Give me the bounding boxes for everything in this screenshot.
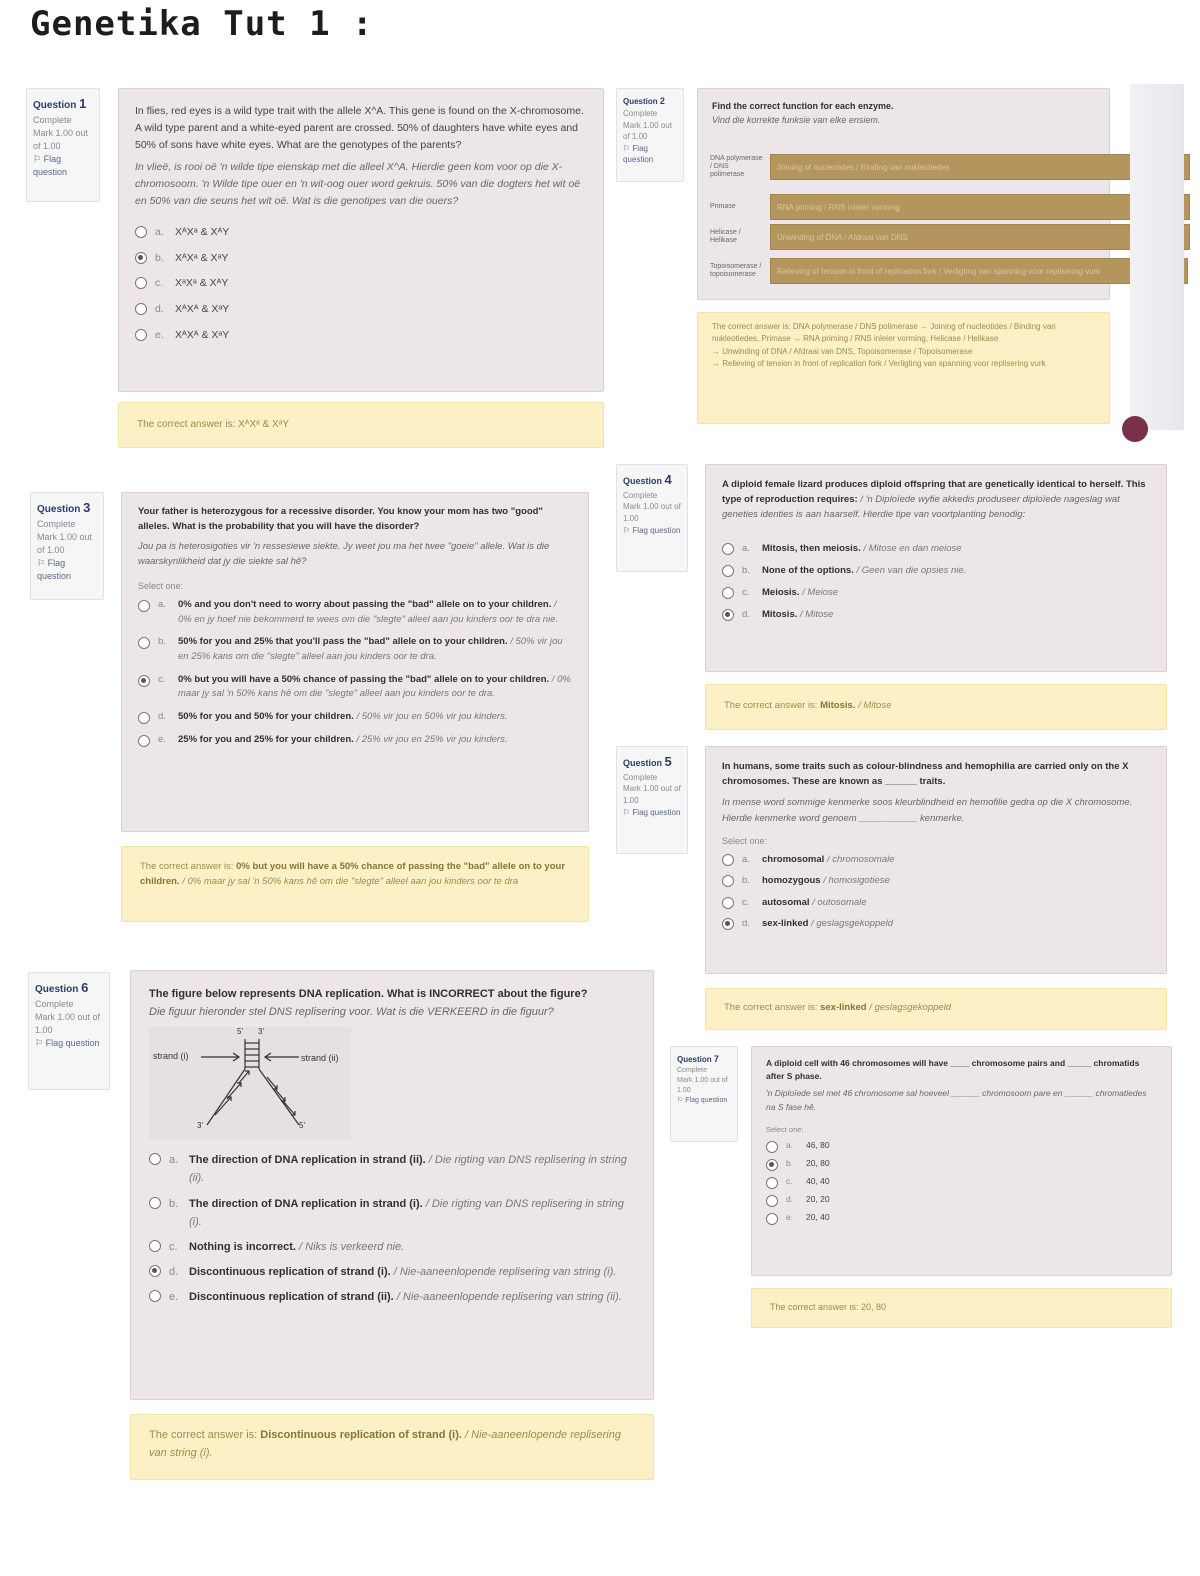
flag-icon: ⚐ bbox=[677, 1097, 684, 1105]
question-number: 1 bbox=[79, 96, 87, 111]
top-5-prime-label: 5' bbox=[237, 1027, 243, 1037]
top-3-prime-label: 3' bbox=[258, 1027, 264, 1037]
question-1-feedback bbox=[118, 402, 604, 448]
option-text-af: / 0% en jy hoef nie bekommerd te wees om die "slegte" alleel aan jou kinders oor te dra nie. bbox=[178, 598, 559, 625]
options-list bbox=[722, 541, 1150, 623]
option-text-af: / 50% vir jou en 50% vir jou kinders. bbox=[356, 711, 508, 723]
question-6-feedback bbox=[130, 1414, 654, 1480]
option-text-en: None of the options. bbox=[762, 564, 854, 576]
radio-button[interactable] bbox=[722, 918, 734, 930]
question-7-body bbox=[751, 1046, 1172, 1276]
flag-icon: ⚐ bbox=[37, 557, 46, 568]
option-text-af: / chromosomale bbox=[826, 854, 895, 866]
radio-button[interactable] bbox=[766, 1141, 778, 1153]
radio-button[interactable] bbox=[722, 609, 734, 621]
option-letter: a. bbox=[742, 854, 750, 866]
radio-button[interactable] bbox=[766, 1177, 778, 1189]
flag-question-link[interactable] bbox=[623, 143, 677, 166]
radio-button[interactable] bbox=[766, 1213, 778, 1225]
option-e[interactable] bbox=[766, 1211, 1157, 1225]
option-b[interactable] bbox=[722, 563, 1150, 578]
dna-replication-figure bbox=[149, 1027, 351, 1139]
match-row bbox=[710, 258, 1188, 284]
option-text-en: The direction of DNA replication in strand (ii). bbox=[189, 1154, 426, 1167]
option-a[interactable] bbox=[138, 598, 572, 627]
option-b[interactable] bbox=[138, 635, 572, 664]
option-letter: e. bbox=[155, 328, 164, 341]
flag-icon: ⚐ bbox=[33, 153, 42, 164]
question-text-af: In vlieë, is rooi oë 'n wilde tipe eienskap met die alleel X^A. Hierdie geen kom voor op die X-chromosoom. 'n Wilde tipe ouer en 'n wit-oog ouer word gekruis. 50% van die dogters het wit oë en 50% van die seuns het wit oë. Wat is die genotipes van die ouers? bbox=[135, 161, 581, 207]
side-panel bbox=[1130, 84, 1184, 430]
question-3-body bbox=[121, 492, 589, 832]
option-letter: c. bbox=[742, 896, 750, 908]
options-list bbox=[149, 1151, 635, 1306]
option-text: XᴬXᵃ & XᴬY bbox=[175, 225, 230, 238]
question-text-af: Vind die korrekte funksie van elke ensiem. bbox=[712, 115, 881, 126]
option-a[interactable] bbox=[766, 1139, 1157, 1153]
option-text-en: homozygous bbox=[762, 875, 821, 887]
correct-answer-af: / Nie-aaneenlopende replisering van string (i). bbox=[149, 1429, 621, 1459]
option-text: 20, 80 bbox=[806, 1158, 830, 1169]
option-d[interactable] bbox=[722, 916, 1150, 931]
question-text: A diploid female lizard produces diploid offspring that are genetically identical to herself. This type of reproduction requires: bbox=[722, 479, 1146, 506]
option-text bbox=[178, 598, 572, 627]
question-status: Complete bbox=[623, 772, 658, 782]
question-1-info bbox=[26, 88, 100, 202]
option-text-en: autosomal bbox=[762, 896, 810, 908]
option-letter: d. bbox=[742, 609, 750, 621]
question-text-af: / 'n Diploïede wyfie akkedis produseer diploïede nageslag wat geneties identies is aan haarself. Hierdie tipe van voortplanting benodig: bbox=[722, 494, 1120, 521]
question-text: The figure below represents DNA replication. What is INCORRECT about the figure? bbox=[149, 988, 588, 1000]
question-4-body bbox=[705, 464, 1167, 672]
option-text: 20, 40 bbox=[806, 1212, 830, 1223]
question-number: 3 bbox=[83, 500, 91, 515]
correct-answer-af: / Mitose bbox=[858, 700, 892, 711]
option-text-af: / 25% vir jou en 25% vir jou kinders. bbox=[356, 733, 508, 745]
option-a[interactable] bbox=[149, 1151, 635, 1187]
radio-button[interactable] bbox=[135, 277, 147, 289]
question-3-feedback bbox=[121, 846, 589, 922]
correct-answer-prefix: The correct answer is: bbox=[149, 1429, 258, 1441]
navigation-dot[interactable] bbox=[1122, 416, 1148, 442]
question-label: Question bbox=[623, 758, 663, 768]
option-letter: d. bbox=[742, 917, 750, 929]
correct-answer: sex-linked bbox=[820, 1002, 867, 1013]
function-select[interactable]: Relieving of tension in front of replication fork / Verligting van spanning voor replisering vurk bbox=[770, 258, 1188, 284]
flag-label: Flag question bbox=[685, 1097, 728, 1105]
enzyme-label: Helicase / Helikase bbox=[710, 228, 741, 244]
radio-button[interactable] bbox=[149, 1290, 161, 1302]
option-b[interactable] bbox=[722, 873, 1150, 888]
question-6-body bbox=[130, 970, 654, 1400]
correct-answer-continued: → Relieving of tension in front of replication fork / Verligting van spanning voor replisering vurk bbox=[712, 359, 1046, 369]
radio-button[interactable] bbox=[722, 543, 734, 555]
radio-button[interactable] bbox=[138, 675, 150, 687]
option-text-af: / geslagsgekoppeld bbox=[811, 917, 893, 929]
options-list bbox=[135, 224, 587, 344]
option-text-en: 50% for you and 50% for your children. bbox=[178, 711, 354, 723]
question-label: Question bbox=[623, 97, 658, 106]
option-text bbox=[189, 1151, 635, 1187]
option-letter: c. bbox=[169, 1240, 178, 1253]
option-text-en: 0% and you don't need to worry about passing the "bad" allele on to your children. bbox=[178, 598, 552, 610]
option-text bbox=[762, 607, 833, 622]
option-d[interactable] bbox=[722, 607, 1150, 622]
flag-label: Flag question bbox=[632, 807, 681, 817]
option-d[interactable] bbox=[766, 1193, 1157, 1207]
option-letter: e. bbox=[169, 1291, 179, 1304]
options-list bbox=[766, 1139, 1157, 1225]
flag-icon: ⚐ bbox=[35, 1037, 44, 1048]
question-mark: Mark 1.00 out of 1.00 bbox=[677, 1077, 728, 1095]
option-text-af: / Niks is verkeerd nie. bbox=[299, 1240, 405, 1253]
option-letter: b. bbox=[742, 564, 750, 576]
question-1-body bbox=[118, 88, 604, 392]
question-number: 5 bbox=[664, 754, 672, 769]
function-select[interactable]: Unwinding of DNA / Afdraai van DNS bbox=[770, 224, 1190, 250]
question-number: 4 bbox=[664, 472, 672, 487]
question-4-info bbox=[616, 464, 688, 572]
option-text bbox=[762, 585, 838, 600]
option-text-af: / Mitose en dan meiose bbox=[863, 542, 962, 554]
option-text-af: / Nie-aaneenlopende replisering van string (i). bbox=[393, 1265, 617, 1278]
option-letter: d. bbox=[786, 1194, 794, 1205]
option-text: 46, 80 bbox=[806, 1140, 830, 1151]
radio-button[interactable] bbox=[138, 637, 150, 649]
radio-button[interactable] bbox=[149, 1153, 161, 1165]
flag-question-link[interactable] bbox=[623, 807, 681, 819]
question-text: In flies, red eyes is a wild type trait with the allele X^A. This gene is found on the X-chromosome. A wild type parent and a white-eyed parent are crossed. 50% of daughters have white eyes and 50% of sons have white eyes. What are the genotypes of the parents? bbox=[135, 105, 584, 151]
question-text-af: Jou pa is heterosigoties vir 'n ressesiewe siekte. Jy weet jou ma het twee "goeie" allele. Wat is die waarskynlikheid dat jy die siekte sal hê? bbox=[138, 541, 550, 568]
option-text-en: 50% for you and 25% that you'll pass the "bad" allele on to your children. bbox=[178, 636, 508, 648]
question-7-info bbox=[670, 1046, 738, 1142]
option-text-af: / Mitose bbox=[800, 609, 834, 621]
radio-button[interactable] bbox=[722, 875, 734, 887]
flag-icon: ⚐ bbox=[623, 807, 631, 817]
flag-question-link[interactable] bbox=[35, 1037, 103, 1050]
option-text bbox=[178, 710, 507, 725]
question-5-info bbox=[616, 746, 688, 854]
question-status: Complete bbox=[677, 1067, 707, 1075]
question-mark: Mark 1.00 out of 1.00 bbox=[37, 531, 93, 555]
radio-button[interactable] bbox=[135, 252, 147, 264]
option-text bbox=[762, 873, 890, 888]
correct-answer-af: / 0% maar jy sal 'n 50% kans hê om die "slegte" alleel aan jou kinders oor te dra bbox=[182, 876, 519, 888]
flag-icon: ⚐ bbox=[623, 525, 631, 535]
question-label: Question bbox=[623, 476, 663, 486]
radio-button[interactable] bbox=[722, 587, 734, 599]
correct-answer-af: / geslagsgekoppeld bbox=[869, 1002, 952, 1013]
option-e[interactable] bbox=[135, 327, 587, 344]
match-row bbox=[710, 224, 1188, 250]
question-mark: Mark 1.00 out of 1.00 bbox=[623, 120, 672, 142]
radio-button[interactable] bbox=[766, 1159, 778, 1171]
question-text-block bbox=[722, 477, 1150, 523]
option-text-en: chromosomal bbox=[762, 854, 825, 866]
option-c[interactable] bbox=[722, 585, 1150, 600]
options-list bbox=[722, 852, 1150, 931]
select-one-label: Select one: bbox=[722, 835, 768, 846]
question-number: 2 bbox=[659, 96, 665, 106]
radio-button[interactable] bbox=[135, 226, 147, 238]
option-letter: c. bbox=[155, 277, 164, 290]
option-text bbox=[189, 1263, 616, 1281]
option-letter: b. bbox=[742, 875, 750, 887]
option-text-af: / Meiose bbox=[802, 586, 839, 598]
option-text: XᴬXᵃ & XᵃY bbox=[175, 251, 229, 264]
option-text-en: 0% but you will have a 50% chance of passing the "bad" allele on to your children. bbox=[178, 673, 550, 685]
question-mark: Mark 1.00 out of 1.00 bbox=[623, 784, 681, 806]
flag-label: Flag question bbox=[632, 525, 681, 535]
option-text bbox=[178, 673, 572, 702]
flag-icon: ⚐ bbox=[623, 143, 631, 153]
question-3-info bbox=[30, 492, 104, 600]
option-text bbox=[762, 541, 962, 556]
option-text: 20, 20 bbox=[806, 1194, 830, 1205]
flag-question-link[interactable] bbox=[677, 1096, 731, 1106]
page-title: Genetika Tut 1 : bbox=[30, 4, 374, 44]
enzyme-label: Primase bbox=[710, 202, 736, 210]
question-5-body bbox=[705, 746, 1167, 974]
strand-ii-label: strand (ii) bbox=[301, 1053, 339, 1064]
option-text-en: The direction of DNA replication in strand (i). bbox=[189, 1197, 423, 1210]
option-letter: a. bbox=[158, 598, 166, 610]
option-text bbox=[762, 852, 895, 867]
radio-button[interactable] bbox=[149, 1240, 161, 1252]
question-number: 7 bbox=[713, 1054, 719, 1064]
question-status: Complete bbox=[33, 114, 72, 125]
correct-answer: Mitosis. bbox=[820, 700, 856, 711]
option-text bbox=[178, 733, 507, 748]
option-a[interactable] bbox=[722, 852, 1150, 867]
option-letter: a. bbox=[169, 1154, 179, 1167]
select-one-label: Select one: bbox=[138, 580, 184, 591]
option-letter: a. bbox=[786, 1140, 794, 1151]
option-letter: b. bbox=[786, 1158, 794, 1169]
correct-answer: The correct answer is: DNA polymerase / DNS polimerase → Joining of nucleotides / Binding van nukleotiedes, Primase → RNA priming / RNS inleier vorming, Helicase / Helikase bbox=[712, 322, 1056, 344]
question-label: Question bbox=[37, 504, 81, 515]
option-text-af: / outosomale bbox=[812, 896, 867, 908]
option-b[interactable] bbox=[766, 1157, 1157, 1171]
option-c[interactable] bbox=[138, 673, 572, 702]
option-letter: d. bbox=[158, 711, 166, 723]
option-text bbox=[762, 563, 966, 578]
option-letter: b. bbox=[158, 636, 166, 648]
question-6-info bbox=[28, 972, 110, 1090]
option-text-af: / Nie-aaneenlopende replisering van string (ii). bbox=[396, 1291, 622, 1304]
radio-button[interactable] bbox=[138, 600, 150, 612]
question-mark: Mark 1.00 out of 1.00 bbox=[33, 127, 89, 151]
radio-button[interactable] bbox=[138, 735, 150, 747]
option-text: 40, 40 bbox=[806, 1176, 830, 1187]
option-text bbox=[189, 1288, 622, 1306]
bottom-5-prime-label: 5' bbox=[299, 1121, 305, 1131]
question-status: Complete bbox=[37, 518, 76, 529]
option-b[interactable] bbox=[135, 250, 587, 267]
question-4-feedback bbox=[705, 684, 1167, 730]
match-row bbox=[710, 194, 1188, 220]
option-letter: c. bbox=[742, 586, 750, 598]
radio-button[interactable] bbox=[149, 1265, 161, 1277]
question-text: Find the correct function for each enzyme. bbox=[712, 101, 894, 111]
option-text-en: Discontinuous replication of strand (i). bbox=[189, 1265, 391, 1278]
option-a[interactable] bbox=[722, 541, 1150, 556]
question-text: In humans, some traits such as colour-blindness and hemophilia are carried only on the X chromosomes. These are known as ______ traits. bbox=[722, 761, 1129, 788]
radio-button[interactable] bbox=[149, 1197, 161, 1209]
select-one-label: Select one: bbox=[766, 1124, 804, 1134]
option-c[interactable] bbox=[722, 895, 1150, 910]
match-row bbox=[710, 154, 1188, 180]
correct-answer: The correct answer is: XᴬXᵃ & XᵃY bbox=[137, 419, 290, 430]
option-text-en: Meiosis. bbox=[762, 586, 800, 598]
function-select[interactable]: RNA priming / RNS inleier vorming bbox=[770, 194, 1190, 220]
option-letter: d. bbox=[169, 1265, 179, 1278]
strand-i-label: strand (i) bbox=[153, 1051, 189, 1062]
question-text-af: Die figuur hieronder stel DNS replisering voor. Wat is die VERKEERD in die figuur? bbox=[149, 1006, 554, 1019]
question-2-feedback bbox=[697, 312, 1110, 424]
option-text-af: / 0% maar jy sal 'n 50% kans hê om die "slegte" alleel aan jou kinders oor te dra. bbox=[178, 673, 571, 700]
question-5-feedback bbox=[705, 988, 1167, 1030]
question-label: Question bbox=[35, 984, 79, 995]
radio-button[interactable] bbox=[135, 303, 147, 315]
correct-answer-prefix: The correct answer is: bbox=[724, 1002, 818, 1013]
radio-button[interactable] bbox=[766, 1195, 778, 1207]
option-text-en: Discontinuous replication of strand (ii). bbox=[189, 1291, 394, 1304]
option-text-en: Nothing is incorrect. bbox=[189, 1240, 296, 1253]
radio-button[interactable] bbox=[722, 897, 734, 909]
option-text-en: Mitosis, then meiosis. bbox=[762, 542, 861, 554]
question-label: Question bbox=[33, 100, 77, 111]
flag-label: Flag question bbox=[45, 1037, 100, 1048]
correct-answer: 0% but you will have a 50% chance of passing the "bad" allele on to your children. bbox=[140, 861, 566, 888]
correct-answer-prefix: The correct answer is: bbox=[724, 700, 818, 711]
option-b[interactable] bbox=[149, 1195, 635, 1231]
question-status: Complete bbox=[623, 490, 658, 500]
radio-button[interactable] bbox=[722, 565, 734, 577]
question-7-feedback bbox=[751, 1288, 1172, 1328]
radio-button[interactable] bbox=[138, 712, 150, 724]
option-text-af: / Die rigting van DNS replisering in string (i). bbox=[189, 1197, 624, 1228]
option-text bbox=[189, 1238, 404, 1256]
option-text: XᵃXᵃ & XᴬY bbox=[175, 277, 229, 290]
question-mark: Mark 1.00 out of 1.00 bbox=[623, 502, 681, 524]
option-text-af: / 50% vir jou en 25% kans om die "slegte" alleel aan jou kinders oor te dra. bbox=[178, 636, 563, 662]
option-text bbox=[189, 1195, 635, 1231]
question-mark: Mark 1.00 out of 1.00 bbox=[35, 1011, 101, 1035]
option-letter: a. bbox=[742, 542, 750, 554]
option-letter: e. bbox=[786, 1212, 794, 1223]
option-text-af: / Die rigting van DNS replisering in string (ii). bbox=[189, 1154, 627, 1185]
option-text bbox=[762, 916, 893, 931]
option-d[interactable] bbox=[138, 710, 572, 725]
option-text-af: / homosigotiese bbox=[823, 875, 890, 887]
option-text-en: sex-linked bbox=[762, 917, 809, 929]
option-letter: c. bbox=[786, 1176, 793, 1187]
question-label: Question bbox=[677, 1055, 712, 1064]
question-status: Complete bbox=[35, 998, 74, 1009]
option-c[interactable] bbox=[766, 1175, 1157, 1189]
question-status: Complete bbox=[623, 109, 658, 119]
replication-fork-diagram bbox=[149, 1027, 351, 1139]
option-text: XᴬXᴬ & XᵃY bbox=[175, 328, 230, 341]
question-text: A diploid cell with 46 chromosomes will have ____ chromosome pairs and _____ chromatids after S phase. bbox=[766, 1058, 1140, 1082]
correct-answer-continued: → Unwinding of DNA / Afdraai van DNS, Topoisomerase / Topoisomerase bbox=[712, 346, 973, 356]
option-letter: e. bbox=[158, 733, 166, 745]
option-c[interactable] bbox=[149, 1238, 635, 1256]
flag-label: Flag question bbox=[33, 153, 68, 178]
bottom-3-prime-label: 3' bbox=[197, 1121, 203, 1131]
option-d[interactable] bbox=[149, 1263, 635, 1281]
option-text bbox=[178, 635, 572, 664]
options-list bbox=[138, 598, 572, 748]
option-letter: d. bbox=[155, 303, 164, 316]
option-e[interactable] bbox=[138, 733, 572, 748]
radio-button[interactable] bbox=[722, 854, 734, 866]
option-text-en: 25% for you and 25% for your children. bbox=[178, 733, 354, 745]
correct-answer: The correct answer is: 20, 80 bbox=[770, 1302, 887, 1312]
option-letter: b. bbox=[155, 251, 164, 264]
option-a[interactable] bbox=[135, 224, 587, 241]
option-letter: c. bbox=[158, 673, 166, 685]
option-letter: a. bbox=[155, 225, 164, 238]
radio-button[interactable] bbox=[135, 329, 147, 341]
option-d[interactable] bbox=[135, 301, 587, 318]
option-letter: b. bbox=[169, 1197, 179, 1210]
flag-question-link[interactable] bbox=[37, 557, 97, 583]
option-c[interactable] bbox=[135, 275, 587, 292]
enzyme-label: DNA polymerase / DNS polimerase bbox=[710, 154, 763, 179]
question-number: 6 bbox=[81, 980, 89, 995]
question-text-af: In mense word sommige kenmerke soos kleurblindheid en hemofilie gedra op die X chromosome. Hierdie kenmerke word genoem ___________ kenmerke. bbox=[722, 797, 1133, 824]
question-text: Your father is heterozygous for a recessive disorder. You know your mom has two "good" alleles. What is the probability that you will have the disorder? bbox=[138, 506, 543, 532]
flag-label: Flag question bbox=[37, 557, 72, 582]
function-select[interactable]: Joining of nucleotides / Binding van nukleotiedes bbox=[770, 154, 1190, 180]
correct-answer-prefix: The correct answer is: bbox=[140, 861, 234, 872]
option-text-en: Mitosis. bbox=[762, 609, 798, 621]
option-text-af: / Geen van die opsies nie. bbox=[856, 564, 967, 576]
flag-label: Flag question bbox=[623, 143, 654, 165]
flag-question-link[interactable] bbox=[33, 153, 93, 179]
option-e[interactable] bbox=[149, 1288, 635, 1306]
option-text bbox=[762, 895, 867, 910]
question-text-af: 'n Diploïede sel met 46 chromosome sal hoeveel ______ chromosoom pare en ______ chromatiedes na S fase hê. bbox=[766, 1088, 1147, 1112]
correct-answer: Discontinuous replication of strand (i). bbox=[260, 1429, 462, 1441]
question-2-info bbox=[616, 88, 684, 182]
enzyme-label: Topoisomerase / topoisomerase bbox=[710, 262, 762, 278]
matching-table bbox=[710, 154, 1188, 284]
flag-question-link[interactable] bbox=[623, 525, 681, 537]
option-text: XᴬXᴬ & XᵃY bbox=[175, 303, 230, 316]
